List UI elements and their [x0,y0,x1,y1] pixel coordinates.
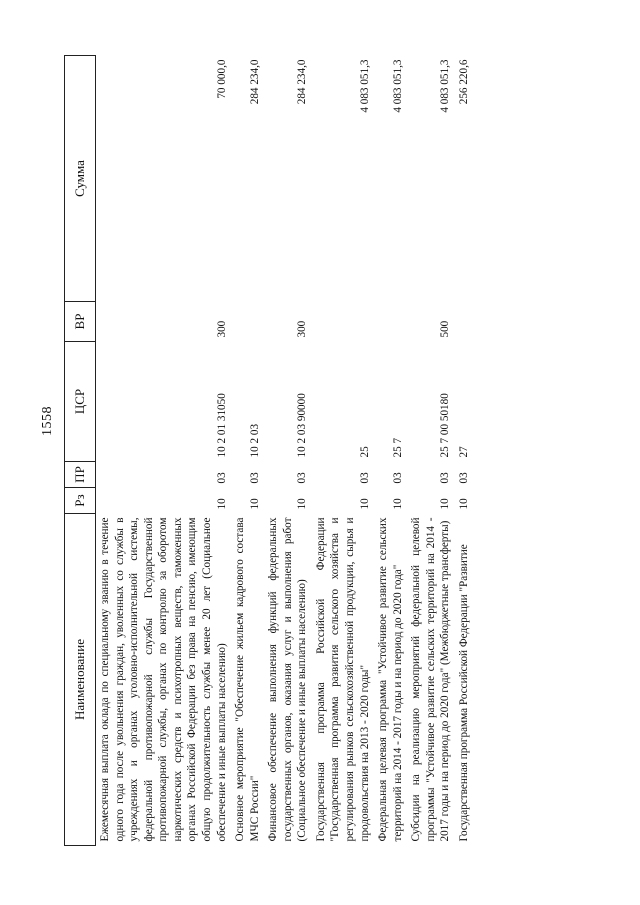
row-vr [312,302,374,342]
row-sum: 284 234,0 [248,59,261,105]
row-sum: 70 000,0 [215,59,228,99]
row-csr: 25 7 [391,437,404,458]
row-name: Субсидии на реализацию мероприятий федеральной целевой программы "Устойчивое развитие сельских территорий на 2014 - 2017 годы и на период до 2020 года" (Межбюджетные трансферты) [410,517,452,842]
row-sum: 284 234,0 [296,59,309,105]
row-name: Ежемесячная выплата оклада по специальному званию в течение одного года после увольнения граждан, уволенных со службы в учреждениях и органах уголовно-исполнительной системы, федеральной противопожарной службы Государственной противопожарной службы, органах по контролю за оборотом наркотических средств и психотропных веществ, таможенных органах Российской Федерации без права на пенсию, имеющим общую продолжительность службы менее 20 лет (Социальное обеспечение и иные выплаты населению) [99,517,228,842]
row-vr [374,302,407,342]
header-csr: ЦСР [65,342,96,462]
row-csr: 10 2 03 [248,423,261,458]
header-vr: ВР [65,302,96,342]
row-vr: 300 [296,320,309,338]
row-vr [231,302,264,342]
row-pr: 03 [457,472,470,484]
row-sum: 4 083 051,3 [391,59,404,113]
row-csr: 25 [358,446,371,458]
row-vr: 300 [215,320,228,338]
row-pr: 03 [358,472,371,484]
row-csr: 27 [457,446,470,458]
table-row [96,56,232,846]
row-csr: 25 7 00 50180 [439,393,452,458]
table-row [407,56,455,846]
budget-page [64,56,604,846]
row-sum: 4 083 051,3 [358,59,371,113]
table-header [65,56,96,846]
row-pr: 03 [296,472,309,484]
table-row [312,56,374,846]
header-rz: Рз [65,488,96,514]
row-name: Государственная программа Российской Федерации "Государственная программа развития сельского хозяйства и регулирования рынков сельскохозяйственной продукции, сырья и продовольствия на 2013 - 2020 годы" [314,517,371,842]
table-row [374,56,407,846]
row-vr [455,302,474,342]
row-pr: 03 [248,472,261,484]
header-sum: Сумма [65,56,96,302]
row-csr: 10 2 01 31050 [215,393,228,458]
row-rz: 10 [215,498,228,510]
row-rz: 10 [296,498,309,510]
row-name: Государственная программа Российской Федерации "Развитие [457,544,470,842]
row-name: Финансовое обеспечение выполнения функций федеральных государственных органов, оказания услуг и выполнения работ (Социальное обеспечение и иные выплаты населению) [267,517,309,842]
table-row [264,56,312,846]
header-pr: ПР [65,462,96,488]
budget-table [64,55,474,846]
row-rz: 10 [248,498,261,510]
header-name: Наименование [65,514,96,846]
table-row [231,56,264,846]
row-rz: 10 [457,498,470,510]
row-name: Федеральная целевая программа "Устойчивое развитие сельских территорий на 2014 - 2017 годы и на период до 2020 года" [377,517,404,842]
page-number: 1558 [40,406,55,436]
row-pr: 03 [215,472,228,484]
row-pr: 03 [391,472,404,484]
table-row [455,56,474,846]
table-body [96,56,474,846]
row-vr: 500 [439,320,452,338]
row-sum: 256 220,6 [457,59,470,105]
row-pr: 03 [439,472,452,484]
row-sum: 4 083 051,3 [439,59,452,113]
row-rz: 10 [358,498,371,510]
row-csr: 10 2 03 90000 [296,393,309,458]
row-rz: 10 [391,498,404,510]
row-name: Основное мероприятие "Обеспечение жильем кадрового состава МЧС России" [234,517,261,842]
row-rz: 10 [439,498,452,510]
